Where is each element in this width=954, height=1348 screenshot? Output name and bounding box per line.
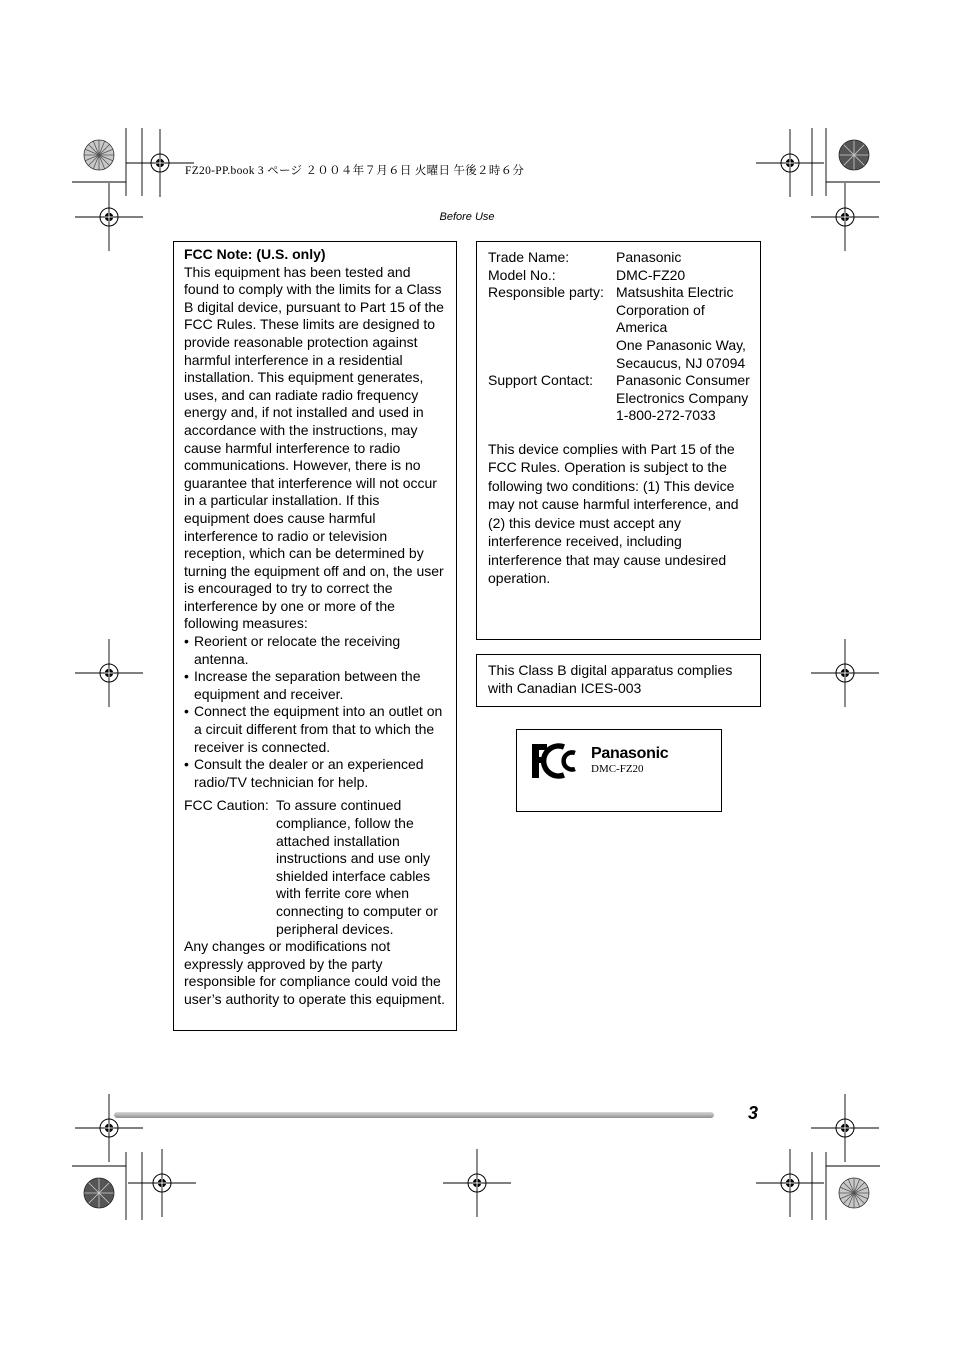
model-no-row bbox=[488, 267, 750, 285]
measures-list bbox=[184, 633, 446, 791]
trade-name-row bbox=[488, 249, 750, 267]
row-key: Responsible party: bbox=[488, 284, 604, 301]
section-label: Before Use bbox=[439, 211, 495, 223]
fcc-caution-text: To assure continued compliance, follow the attached installation instructions and use only shielded interface cables with ferrite core when connecting to computer or peripheral devices. bbox=[276, 797, 438, 937]
list-item: • Increase the separation between the equipment and receiver. bbox=[184, 668, 446, 703]
list-item: • Consult the dealer or an experienced radio/TV technician for help. bbox=[184, 756, 446, 791]
row-value: DMC-FZ20 bbox=[616, 266, 686, 283]
row-value: Panasonic Consumer Electronics Company 1-800-272-7033 bbox=[616, 372, 750, 424]
canada-notice-box bbox=[476, 654, 761, 707]
row-key: Support Contact: bbox=[488, 372, 594, 389]
fcc-note-body: This equipment has been tested and found to comply with the limits for a Class B digital device, pursuant to Part 15 of the FCC Rules. These limits are designed to provide reasonable protection against harmful interference in a residential installation. This equipment generates, uses, and can radiate radio frequency energy and, if not installed and used in accordance with the instructions, may cause harmful interference to radio communications. However, there is no guarantee that interference will not occur in a particular installation. If this equipment does cause harmful interference to radio or television reception, which can be determined by turning the equipment off and on, the user is encouraged to try to correct the interference by one or more of the following measures: bbox=[184, 263, 444, 632]
book-meta-line: FZ20-PP.book 3 ページ ２００４年７月６日 火曜日 午後２時６分 bbox=[185, 165, 525, 177]
row-key: Trade Name: bbox=[488, 249, 570, 265]
fcc-note-box bbox=[173, 241, 457, 1031]
fcc-caution-label: FCC Caution: bbox=[184, 797, 269, 814]
fcc-caution bbox=[184, 797, 446, 938]
fcc-note-title: FCC Note: (U.S. only) bbox=[184, 246, 326, 262]
fcc-logo-icon bbox=[531, 743, 583, 779]
page-number: 3 bbox=[748, 1103, 759, 1123]
list-item: • Reorient or relocate the receiving antenna. bbox=[184, 633, 446, 668]
page-footer-bar bbox=[114, 1112, 714, 1118]
row-value: Matsushita Electric Corporation of America One Panasonic Way, Secaucus, NJ 07094 bbox=[616, 284, 746, 371]
trade-info-box bbox=[476, 241, 761, 640]
canada-notice-text: This Class B digital apparatus complies with Canadian ICES-003 bbox=[488, 662, 733, 696]
fcc-closing: Any changes or modifications not expressly approved by the party responsible for compliance could void the user’s authority to operate this equipment. bbox=[184, 938, 445, 1007]
responsible-party-row bbox=[488, 284, 750, 372]
support-contact-row bbox=[488, 372, 750, 425]
label-model: DMC-FZ20 bbox=[591, 763, 644, 775]
row-value: Panasonic bbox=[616, 249, 682, 265]
row-key: Model No.: bbox=[488, 266, 556, 283]
part15-compliance: This device complies with Part 15 of the FCC Rules. Operation is subject to the following two conditions: (1) This device may not cause harmful interference, and (2) this device must accept any interference received, including interference that may cause undesired operation. bbox=[488, 440, 739, 587]
list-item: • Connect the equipment into an outlet on a circuit different from that to which the receiver is connected. bbox=[184, 703, 446, 756]
brand-name: Panasonic bbox=[591, 745, 669, 762]
